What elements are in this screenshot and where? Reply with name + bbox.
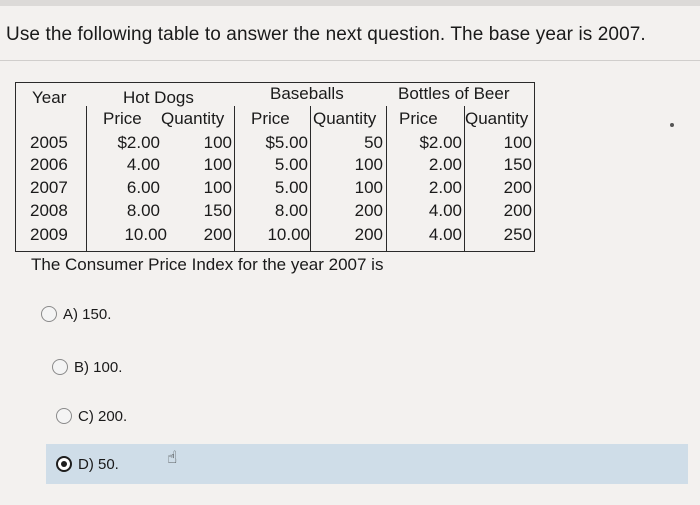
table-cell: 4.00 [428, 201, 462, 220]
radio-button-icon[interactable] [52, 359, 68, 375]
radio-button-selected-icon[interactable] [56, 456, 72, 472]
table-cell-year: 2008 [30, 201, 68, 220]
table-cell: 2.00 [428, 178, 462, 197]
column-divider [386, 106, 387, 252]
radio-button-icon[interactable] [56, 408, 72, 424]
table-cell-year: 2009 [30, 225, 68, 244]
subheader-price: Price [103, 109, 142, 128]
subheader-price: Price [399, 109, 438, 128]
table-border-top [15, 82, 535, 83]
table-cell: 100 [203, 155, 232, 174]
top-strip [0, 0, 700, 6]
table-cell: 250 [503, 225, 532, 244]
table-cell: 100 [203, 133, 232, 152]
header-divider [0, 60, 700, 61]
table-cell: 8.00 [274, 201, 308, 220]
table-cell: 100 [203, 178, 232, 197]
table-cell: 6.00 [126, 178, 160, 197]
table-cell: 100 [354, 155, 383, 174]
table-cell: 10.00 [124, 225, 167, 244]
question-text: Use the following table to answer the next question. The base year is 2007. [6, 24, 646, 45]
table-cell: 5.00 [274, 178, 308, 197]
table-border-left [15, 82, 16, 252]
selected-option-highlight [46, 444, 688, 484]
table-cell: 200 [503, 201, 532, 220]
table-cell: 200 [503, 178, 532, 197]
option-label: B) 100. [74, 358, 123, 376]
table-cell: 4.00 [126, 155, 160, 174]
group-header-hot-dogs: Hot Dogs [123, 88, 194, 107]
option-label: A) 150. [63, 305, 112, 323]
column-divider [86, 106, 87, 252]
table-cell: 5.00 [274, 155, 308, 174]
table-cell: 200 [203, 225, 232, 244]
table-caption: The Consumer Price Index for the year 2007 is [31, 255, 384, 274]
option-label: C) 200. [78, 407, 128, 425]
table-cell: 200 [354, 225, 383, 244]
table-cell: 150 [203, 201, 232, 220]
option-b[interactable] [52, 352, 122, 382]
option-label: D) 50. [78, 455, 119, 473]
stray-dot [670, 123, 674, 127]
table-cell-year: 2006 [30, 155, 68, 174]
table-border-right [534, 82, 535, 252]
group-header-baseballs: Baseballs [270, 84, 344, 103]
table-cell: 200 [354, 201, 383, 220]
column-divider [310, 106, 311, 252]
table-cell: $5.00 [265, 133, 308, 152]
hand-pointer-icon: ☝ [167, 448, 178, 467]
data-table [15, 82, 535, 252]
table-cell: 100 [354, 178, 383, 197]
option-c[interactable] [56, 401, 127, 431]
option-a[interactable] [41, 299, 111, 329]
table-cell: 8.00 [126, 201, 160, 220]
subheader-quantity: Quantity [161, 109, 225, 128]
table-cell: 100 [503, 133, 532, 152]
option-d[interactable] [56, 449, 119, 479]
table-cell: $2.00 [419, 133, 462, 152]
table-border-bottom [15, 251, 535, 252]
table-cell: 4.00 [428, 225, 462, 244]
table-cell: 2.00 [428, 155, 462, 174]
subheader-price: Price [251, 109, 290, 128]
radio-button-icon[interactable] [41, 306, 57, 322]
subheader-quantity: Quantity [313, 109, 377, 128]
column-divider [234, 106, 235, 252]
year-header: Year [32, 88, 67, 107]
table-cell-year: 2005 [30, 133, 68, 152]
table-cell: $2.00 [117, 133, 160, 152]
table-cell: 10.00 [267, 225, 310, 244]
subheader-quantity: Quantity [465, 109, 529, 128]
table-cell: 50 [364, 133, 383, 152]
table-cell: 150 [503, 155, 532, 174]
group-header-beer: Bottles of Beer [398, 84, 510, 103]
table-cell-year: 2007 [30, 178, 68, 197]
